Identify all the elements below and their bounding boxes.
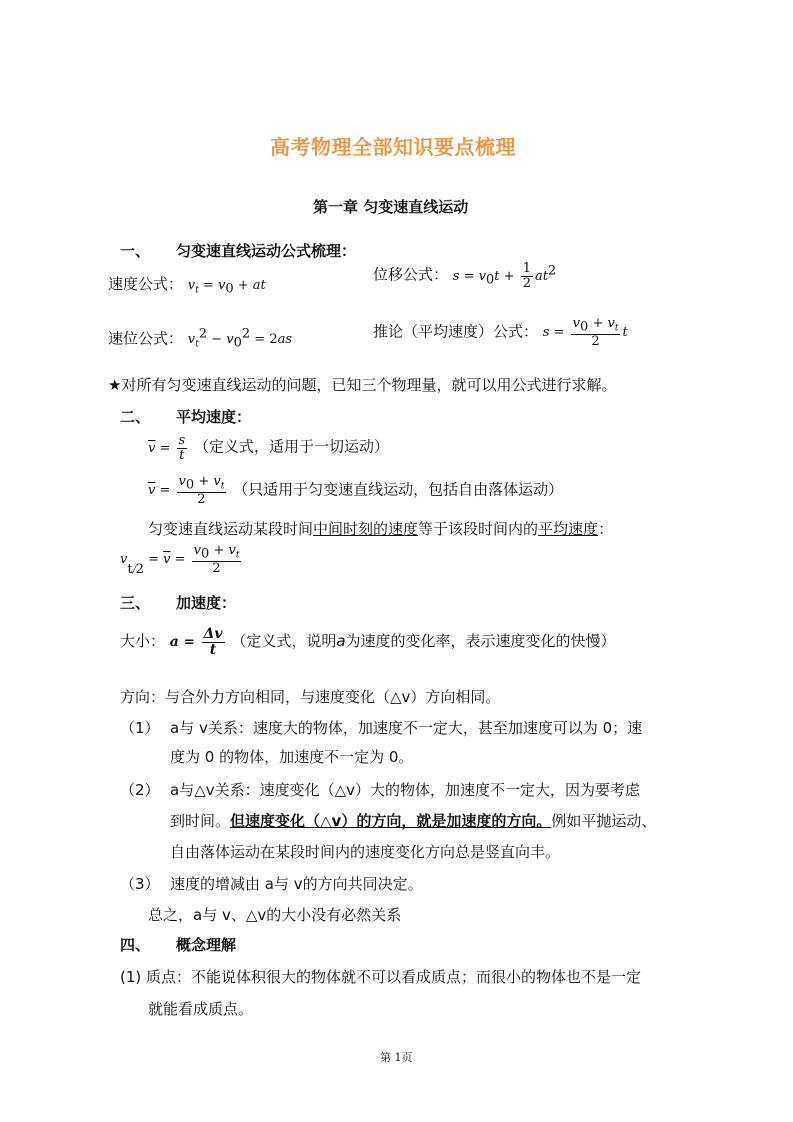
page-number: 第 1页 bbox=[380, 1051, 413, 1064]
item-2-emphasis: 但速度变化（△v）的方向，就是加速度的方向。 bbox=[230, 812, 552, 830]
item-2-line-2-pre: 到时间。 bbox=[170, 812, 231, 830]
section-2-heading: 平均速度： bbox=[176, 408, 252, 426]
chapter-title: 第一章 匀变速直线运动 bbox=[313, 198, 469, 216]
section-3-number: 三、 bbox=[120, 594, 151, 612]
acceleration-size-label: 大小： bbox=[120, 632, 166, 651]
item-1-line-1: a与 v关系：速度大的物体，加速度不一定大，甚至加速度可以为 0；速 bbox=[170, 719, 643, 737]
average-velocity-underlined: 平均速度 bbox=[538, 520, 599, 538]
displacement-formula: $s = v_0t$ + $\frac{1}{2}$ $at^2$ bbox=[452, 261, 557, 291]
midpoint-velocity-sentence bbox=[148, 518, 613, 539]
vel-disp-formula-row bbox=[108, 327, 292, 351]
item-3-line-1: 速度的增减由 a与 v的方向共同决定。 bbox=[170, 875, 423, 893]
midpoint-sentence-part: 匀变速直线运动某段时间 bbox=[148, 520, 314, 538]
document-title: 高考物理全部知识要点梳理 bbox=[270, 135, 516, 159]
item-3-number: （3） bbox=[120, 875, 160, 893]
midpoint-sentence-part: ： bbox=[598, 520, 614, 538]
vel-disp-formula: $v_t^2 - v_0^2 = 2as$ bbox=[187, 327, 293, 351]
acceleration-size-row bbox=[120, 627, 616, 657]
acceleration-formula: a = $\frac{\Delta v}{t}$ bbox=[169, 626, 223, 658]
section-3-summary: 总之，a与 v、△v的大小没有必然关系 bbox=[148, 906, 402, 924]
acceleration-direction: 方向：与合外力方向相同，与速度变化（△v）方向相同。 bbox=[120, 688, 501, 706]
midpoint-velocity-formula: $v_{t/2} = \overline{v}$ = $\frac{v_0 + v_t}{2}$ bbox=[120, 543, 240, 578]
section-4-number: 四、 bbox=[120, 936, 151, 954]
section-3-heading: 加速度： bbox=[176, 594, 237, 612]
velocity-formula-row bbox=[108, 273, 266, 297]
avg-velocity-uniform-formula: $\overline{v}$ = $\frac{v_0 + v_t}{2}$ bbox=[148, 474, 225, 508]
section-2-number: 二、 bbox=[120, 408, 151, 426]
avg-velocity-uniform-row bbox=[148, 475, 563, 507]
inference-formula-row bbox=[373, 317, 628, 349]
midpoint-sentence-part: 等于该段时间内的 bbox=[418, 520, 539, 538]
velocity-formula: $v_t = v_0$ + at bbox=[187, 278, 266, 297]
item-2-number: （2） bbox=[120, 781, 160, 799]
item-2-line-1: a与△v关系：速度变化（△v）大的物体，加速度不一定大，因为要考虑 bbox=[170, 781, 641, 799]
inference-formula-label: 推论（平均速度）公式： bbox=[373, 322, 539, 341]
item-1-number: （1） bbox=[120, 719, 160, 737]
star-note: ★对所有匀变速直线运动的问题，已知三个物理量，就可以用公式进行求解。 bbox=[108, 376, 617, 394]
item-2-line-2-post: 例如平抛运动、 bbox=[551, 812, 657, 830]
concept-item-1-line-1: (1) 质点：不能说体积很大的物体就不可以看成质点；而很小的物体也不是一定 bbox=[120, 968, 642, 986]
item-1-line-2: 度为 0 的物体，加速度不一定为 0。 bbox=[170, 748, 414, 766]
section-1-number: 一、 bbox=[120, 242, 151, 260]
avg-velocity-uniform-note: （只适用于匀变速直线运动，包括自由落体运动） bbox=[233, 480, 564, 499]
inference-formula: s = $\frac{v_0 + v_t}{2}$ t bbox=[542, 316, 628, 350]
velocity-formula-label: 速度公式： bbox=[108, 275, 184, 293]
section-1-heading: 匀变速直线运动公式梳理： bbox=[176, 242, 357, 260]
concept-item-1-line-2: 就能看成质点。 bbox=[148, 1000, 254, 1018]
acceleration-note-pre: （定义式，说明 bbox=[231, 632, 337, 651]
displacement-formula-label: 位移公式： bbox=[373, 265, 449, 284]
avg-velocity-definition-formula: $\overline{v}$ = $\frac{s}{t}$ bbox=[148, 433, 186, 463]
item-2-line-2 bbox=[170, 810, 656, 831]
acceleration-note-post: 为速度的变化率，表示速度变化的快慢） bbox=[345, 632, 616, 651]
acceleration-note-a: a bbox=[336, 632, 346, 651]
section-4-heading: 概念理解 bbox=[176, 936, 237, 954]
avg-velocity-definition-note: （定义式，适用于一切运动） bbox=[194, 437, 390, 456]
avg-velocity-definition-row bbox=[148, 434, 389, 462]
item-2-line-3: 自由落体运动在某段时间内的速度变化方向总是竖直向丰。 bbox=[170, 843, 561, 861]
displacement-formula-row bbox=[373, 262, 556, 290]
midpoint-velocity-underlined: 中间时刻的速度 bbox=[313, 520, 419, 538]
vel-disp-formula-label: 速位公式： bbox=[108, 329, 184, 348]
